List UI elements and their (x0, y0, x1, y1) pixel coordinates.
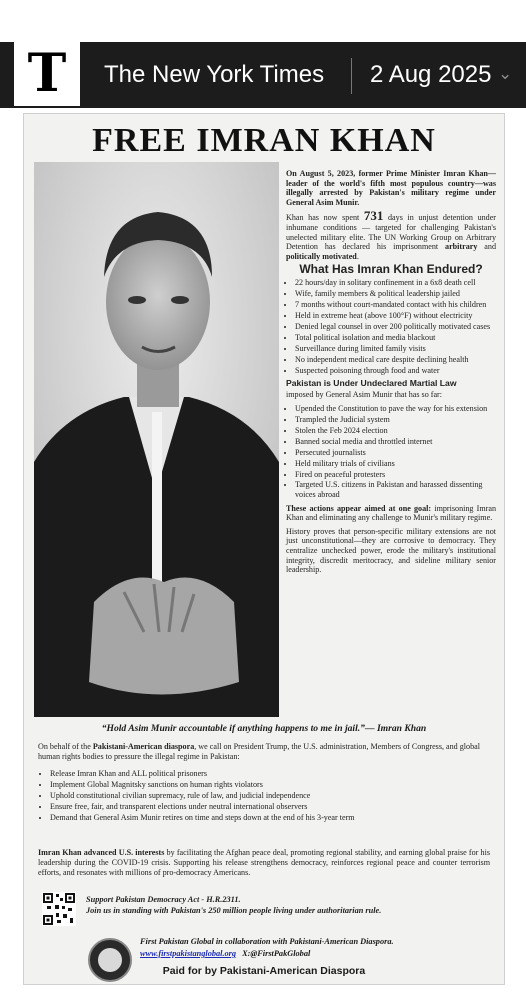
status-area (0, 0, 526, 42)
martial-list (286, 404, 496, 500)
behalf-paragraph: On behalf of the Pakistani-American diaspora, we call on President Trump, the U.S. administration, Members of Congress, and global human rights bodies to pressure the illegal regime in Pakistan: (38, 742, 480, 761)
sponsor-block: First Pakistan Global in collaboration with Pakistani-American Diaspora. www.firstpakistanglobal.org X:@FirstPakGlobal (140, 937, 394, 958)
endured-list (286, 278, 496, 375)
list-item: • Ensure free, fair, and transparent elections under neutral international observers (50, 802, 490, 812)
goal-paragraph: These actions appear aimed at one goal: imprisoning Imran Khan and eliminating any challenge to Munir's military regime. (286, 503, 497, 523)
support-text: Support Pakistan Democracy Act - H.R.2311. Join us in standing with Pakistan's 250 million people living under authoritarian rule. (86, 895, 382, 915)
list-item: • Denied legal counsel in over 200 politically motivated cases (295, 322, 496, 332)
list-item: • Stolen the Feb 2024 election (295, 426, 496, 436)
detention-paragraph: Khan has now spent 731 days in unjust detention under inhumane conditions — targeted for challenging Pakistan's unelected military elite. The UN Working Group on Arbitrary Detention has declared his imprisonment arbitrary and politically motivated. (286, 208, 496, 261)
list-item: • Uphold constitutional civilian supremacy, rule of law, and judicial independence (50, 791, 490, 801)
list-item: • Held military trials of civilians (295, 459, 496, 469)
khan-quote: “Hold Asim Munir accountable if anything happens to me in jail.”— Imran Khan (101, 723, 427, 734)
days-count: 731 (363, 208, 384, 224)
right-column (286, 169, 496, 579)
list-item: • Surveillance during limited family visits (295, 344, 496, 354)
qr-code[interactable] (42, 892, 76, 926)
list-item: • No independent medical care despite declining health (295, 355, 496, 365)
publication-date[interactable]: 2 Aug 2025 (370, 61, 492, 88)
martial-sub: imposed by General Asim Munir that has so far: (286, 390, 443, 399)
list-item: • Targeted U.S. citizens in Pakistan and harassed dissenting voices abroad (295, 480, 496, 499)
portrait-photo (34, 162, 279, 717)
list-item: • 7 months without court-mandated contact with his children (295, 300, 496, 310)
list-item: • Trampled the Judicial system (295, 415, 496, 425)
list-item: • Held in extreme heat (above 100°F) without electricity (295, 311, 496, 321)
publication-name: The New York Times (104, 61, 325, 88)
list-item: • Release Imran Khan and ALL political prisoners (50, 769, 490, 779)
history-paragraph: History proves that person-specific military extensions are not just unconstitutional—they are corrosive to democracy. They centralize unchecked power, erode the military's institutional integrity, discredit meritocracy, and sideline military senior leadership. (286, 526, 496, 575)
intro-lead: On August 5, 2023, former Prime Minister Imran Khan—leader of the world's fifth most populous country—was illegally arrested by Pakistan's military regime under General Asim Munir. (286, 169, 496, 207)
list-item: • Persecuted journalists (295, 448, 496, 458)
list-item: • Demand that General Asim Munir retires on time and steps down at the end of his 3-year term (50, 813, 490, 823)
advertisement (23, 113, 505, 985)
nyt-logo: T (14, 42, 80, 106)
list-item: • Fired on peaceful protesters (295, 470, 496, 480)
list-item: • Wife, family members & political leadership jailed (295, 289, 496, 299)
twitter-handle[interactable]: X:@FirstPakGlobal (242, 949, 311, 958)
publication-header (0, 42, 526, 108)
demands-list (38, 769, 490, 824)
list-item: • Upended the Constitution to pave the way for his extension (295, 404, 496, 414)
list-item: • Suspected poisoning through food and water (295, 366, 496, 376)
list-item: • Total political isolation and media blackout (295, 333, 496, 343)
header-divider (351, 58, 352, 94)
chevron-down-icon[interactable]: ⌄ (498, 64, 513, 84)
list-item: • Implement Global Magnitsky sanctions on human rights violators (50, 780, 490, 790)
list-item: • Banned social media and throttled internet (295, 437, 496, 447)
paid-by: Paid for by Pakistani-American Diaspora (162, 965, 366, 977)
martial-heading: Pakistan is Under Undeclared Martial Law (286, 378, 457, 389)
advanced-paragraph: Imran Khan advanced U.S. interests by facilitating the Afghan peace deal, promoting regional stability, and earning global praise for his leadership during the COVID-19 crisis. Supporting his release strengthens democracy, reinforces regional peace and counter terrorism efforts, and resonates with millions of pro-democracy Americans. (38, 848, 490, 877)
ad-title: FREE IMRAN KHAN (92, 122, 436, 159)
list-item: • 22 hours/day in solitary confinement in a 6x8 death cell (295, 278, 496, 288)
website-link[interactable]: www.firstpakistanglobal.org (140, 949, 237, 958)
endured-heading: What Has Imran Khan Endured? (299, 262, 483, 277)
